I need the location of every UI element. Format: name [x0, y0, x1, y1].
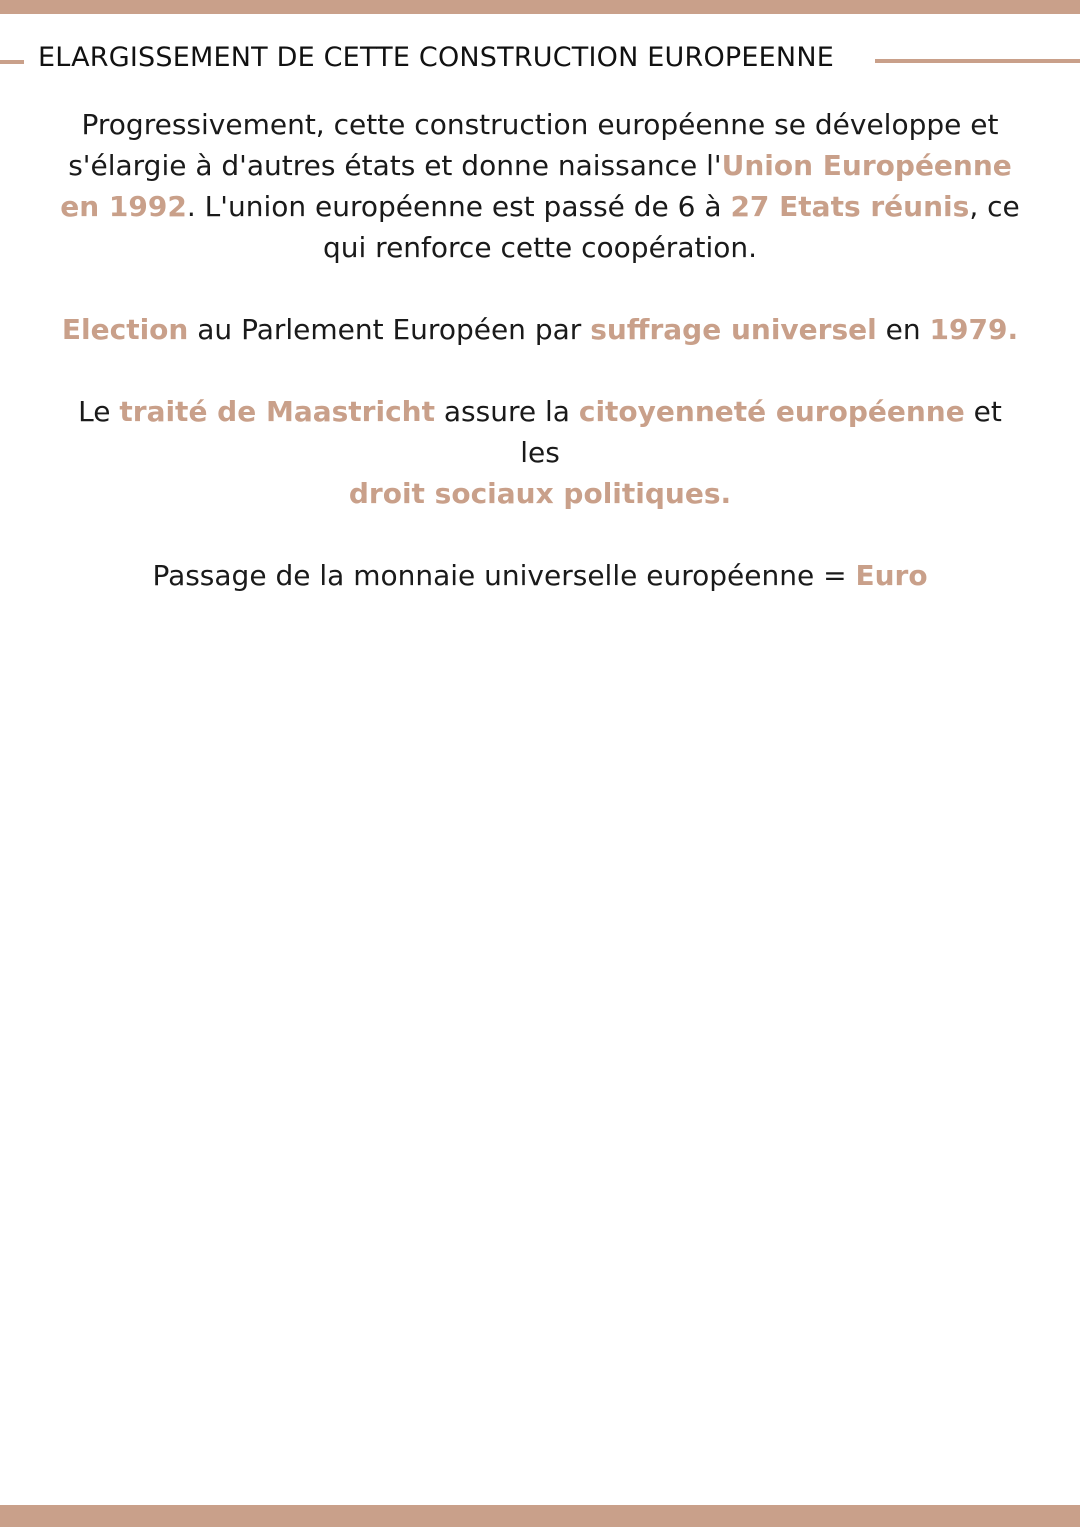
bottom-accent-band [0, 1505, 1080, 1527]
text-segment: et les [520, 395, 1002, 469]
text-segment: assure la [435, 395, 579, 428]
highlight-election: Election [61, 313, 189, 346]
paragraph-maastricht [55, 391, 1025, 514]
header-rule-right [875, 59, 1080, 63]
text-segment: Passage de la monnaie universelle européenne = [152, 559, 856, 592]
highlight-traite-maastricht: traité de Maastricht [119, 395, 435, 428]
section-title: ELARGISSEMENT DE CETTE CONSTRUCTION EUROPEENNE [38, 42, 834, 73]
paragraph-euro [55, 555, 1025, 596]
section-body [55, 104, 1025, 596]
highlight-1979: 1979. [929, 313, 1019, 346]
text-segment: Le [78, 395, 120, 428]
text-segment: Progressivement, cette construction européenne se développe et s'élargie à d'autres états et donne naissance l' [68, 108, 999, 182]
header-rule-left [0, 60, 24, 64]
paragraph-election [55, 309, 1025, 350]
top-accent-band [0, 0, 1080, 14]
highlight-euro: Euro [855, 559, 928, 592]
paragraph-union-europeenne [55, 104, 1025, 268]
highlight-citoyennete: citoyenneté européenne [578, 395, 965, 428]
highlight-union-europeenne: Union Européenne en 1992 [60, 149, 1012, 223]
text-segment: , ce qui renforce cette coopération. [322, 190, 1020, 264]
text-segment: . L'union européenne est passé de 6 à [186, 190, 731, 223]
text-segment: au Parlement Européen par [188, 313, 591, 346]
highlight-suffrage-universel: suffrage universel [590, 313, 877, 346]
section-header [0, 40, 1080, 84]
highlight-27-etats: 27 Etats réunis [730, 190, 970, 223]
text-segment: en [876, 313, 930, 346]
highlight-droits-sociaux: droit sociaux politiques. [348, 477, 732, 510]
